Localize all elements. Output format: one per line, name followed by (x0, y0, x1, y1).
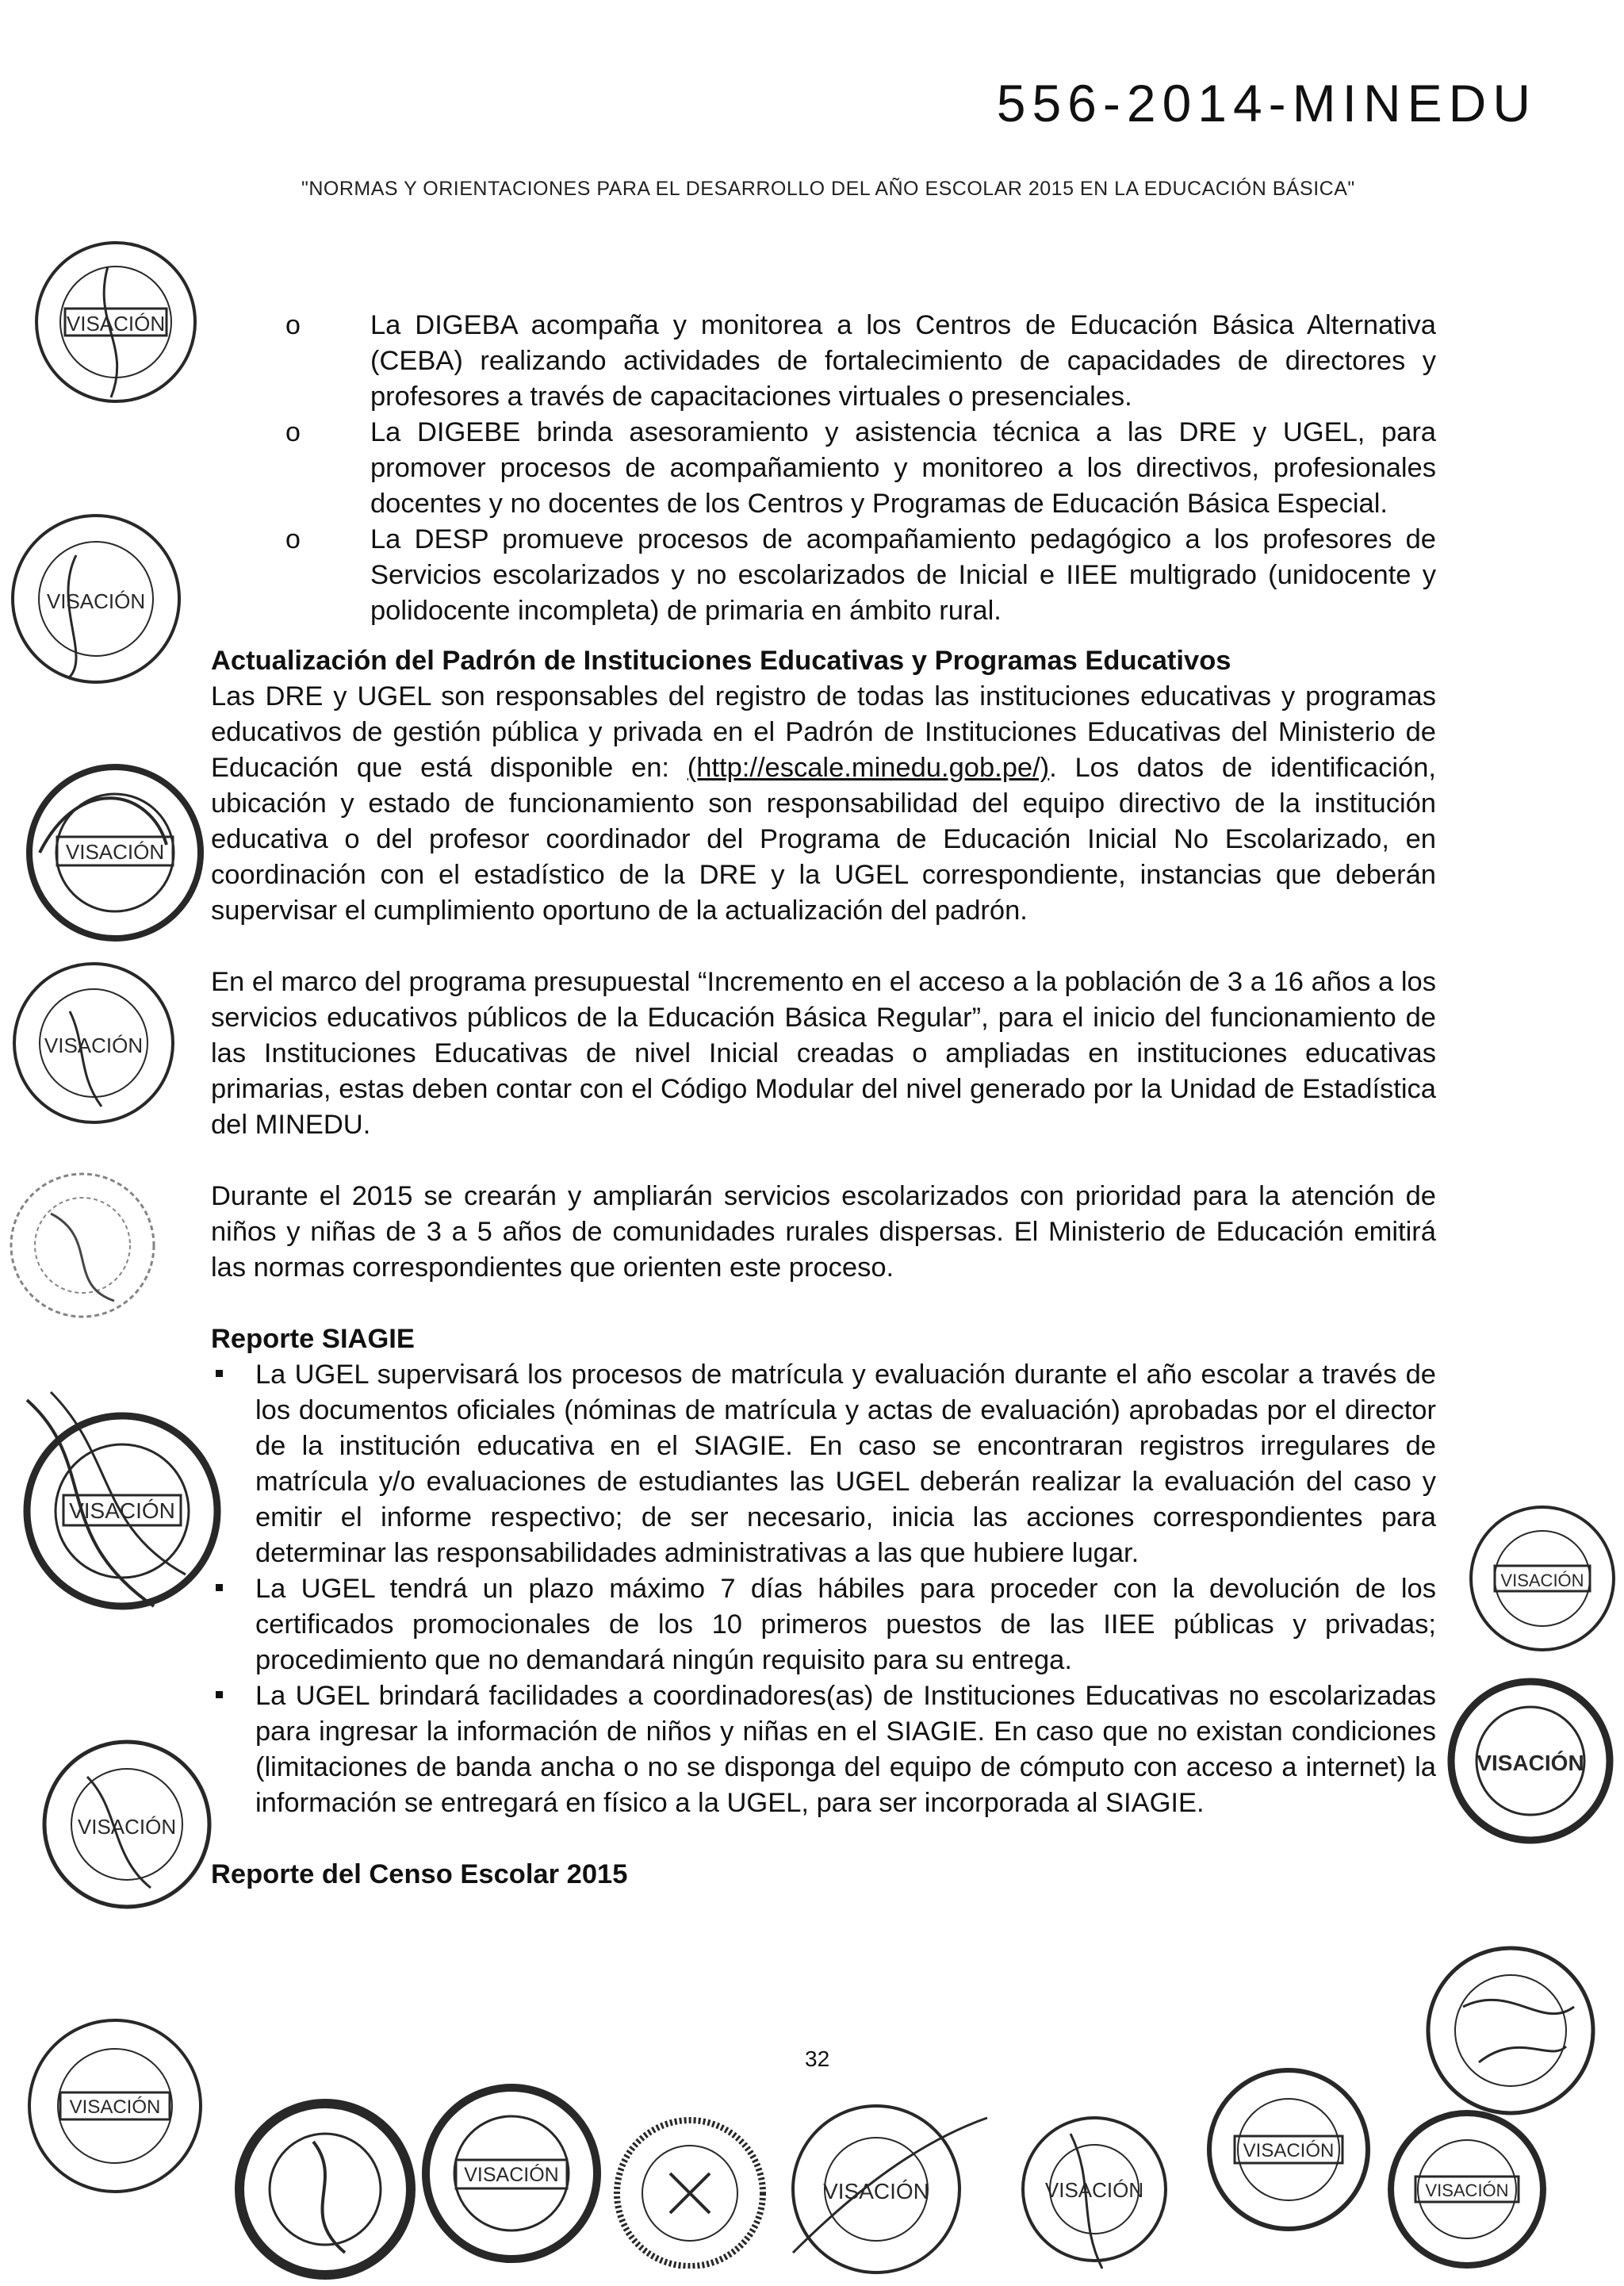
stamp-seal (16, 2007, 214, 2205)
stamp-text: VISACIÓN (44, 1034, 144, 1057)
siagie-list (211, 1357, 1436, 1821)
stamp-text: VISACIÓN (69, 2096, 161, 2118)
stamp-seal (607, 2110, 773, 2269)
stamp-seal (6, 956, 181, 1130)
document-body (211, 308, 1436, 1893)
stamp-seal (416, 2074, 607, 2273)
stamp-seal (8, 758, 222, 948)
list-item: La UGEL supervisará los procesos de matrícula y evaluación durante el año escolar a través de los documentos oficiales (nóminas de matrícula y actas de evaluación) aprobadas por el director de la institución educativa en el SIAGIE. En caso se encontraran registros irregulares de matrícula y/o evaluaciones de estudiantes las UGEL deberán realizar la evaluación del caso y emitir el informe respectivo; de ser necesario, inicia las acciones correspondientes para determinar las responsabilidades administrativas a las que hubiere lugar. (255, 1357, 1436, 1571)
stamp-seal (1015, 2102, 1174, 2276)
section-heading-censo: Reporte del Censo Escolar 2015 (211, 1859, 628, 1889)
stamp-text: VISACIÓN (1500, 1571, 1584, 1590)
section-heading-siagie: Reporte SIAGIE (211, 1324, 415, 1354)
paragraph: En el marco del programa presupuestal “Incremento en el acceso a la población de 3 a 16 años a los servicios educativos públicos de la Educación Básica Regular”, para el inicio del funcionamiento de las Instituciones Educativas de nivel Inicial creadas o ampliadas en instituciones educativas primarias, estas deben contar con el Código Modular del nivel generado por la Unidad de Estadística del MINEDU. (211, 967, 1436, 1140)
stamp-seal (1415, 1935, 1606, 2126)
stamp-text: VISACIÓN (66, 312, 166, 336)
escale-link[interactable]: (http://escale.minedu.gob.pe/) (687, 753, 1050, 783)
paragraph: Durante el 2015 se crearán y ampliarán servicios escolarizados con prioridad para la atención de niños y niñas de 3 a 5 años de comunidades rurales dispersas. El Ministerio de Educación emitirá las normas correspondientes que orienten este proceso. (211, 1181, 1436, 1283)
list-item: o La DIGEBE brinda asesoramiento y asistencia técnica a las DRE y UGEL, para promover procesos de acompañamiento y monitoreo a los directivos, profesionales docentes y no docentes de los Centros y Programas de Educación Básica Especial. (370, 415, 1436, 522)
stamp-seal (5, 508, 187, 690)
list-item: La UGEL brindará facilidades a coordinadores(as) de Instituciones Educativas no escolarizadas para ingresar la información de niños y niñas en el SIAGIE. En caso que no existan condiciones (limitaciones de banda ancha o no se disponga del equipo de cómputo con acceso a internet) la información se entregará en físico a la UGEL, para ser incorporada al SIAGIE. (255, 1678, 1436, 1821)
stamp-seal (3, 1368, 241, 1630)
paragraph-text: . Los datos de identificación, ubicación y estado de funcionamiento son responsabilidad del equipo directivo de la institución educativa o del profesor coordinador del Programa de Educación Inicial No Escolarizado, en coordinación con el estadístico de la DRE y la UGEL correspondiente, instancias que deberán supervisar el cumplimiento oportuno de la actualización del padrón. (211, 753, 1436, 926)
running-title: "NORMAS Y ORIENTACIONES PARA EL DESARROLLO DEL AÑO ESCOLAR 2015 EN LA EDUCACIÓN BÁSICA" (301, 178, 1355, 200)
stamp-seal (226, 2094, 424, 2284)
stamp-text: VISACIÓN (1425, 2181, 1509, 2200)
monitoring-list (211, 308, 1436, 629)
stamp-seal (1463, 1499, 1622, 1658)
stamp-seal (32, 1729, 222, 1920)
stamp-text: VISACIÓN (464, 2164, 559, 2186)
stamp-seal (761, 2094, 991, 2284)
stamp-text: VISACIÓN (823, 2179, 929, 2204)
stamp-text: VISACIÓN (69, 1498, 175, 1523)
resolution-number: 556-2014-MINEDU (996, 74, 1537, 132)
stamp-text: VISACIÓN (1243, 2140, 1335, 2161)
paragraph-text: Las DRE y UGEL son responsables del registro de todas las instituciones educativas y programas educativos de gestión pública y privada en el Padrón de Instituciones Educativas del Ministerio de Educación que está disponible en: (211, 681, 1436, 783)
paragraph (211, 679, 1436, 929)
page-number: 32 (805, 2046, 830, 2071)
stamp-seal (29, 235, 203, 409)
stamp-text: VISACIÓN (46, 589, 146, 613)
stamp-text: VISACIÓN (65, 840, 165, 864)
section-heading-padron: Actualización del Padrón de Instituciones Educativas y Programas Educativos (211, 646, 1231, 676)
list-item: La UGEL tendrá un plazo máximo 7 días hábiles para proceder con la devolución de los certificados promocionales de los 10 primeros puestos de las IIEE públicas y privadas; procedimiento que no demandará ningún requisito para su entrega. (255, 1571, 1436, 1678)
stamp-text: VISACIÓN (1044, 2178, 1144, 2202)
stamp-text: VISACIÓN (77, 1815, 177, 1839)
list-item: o La DIGEBA acompaña y monitorea a los Centros de Educación Básica Alternativa (CEBA) realizando actividades de fortalecimiento de capacidades de directores y profesores a través de capacitaciones virtuales o presenciales. (370, 308, 1436, 415)
stamp-seal (1376, 2102, 1558, 2276)
stamp-text: VISACIÓN (1477, 1751, 1584, 1775)
list-item: o La DESP promueve procesos de acompañamiento pedagógico a los profesores de Servicios escolarizados y no escolarizados de Inicial e IIEE multigrado (unidocente y polidocente incompleta) de primaria en ámbito rural. (370, 522, 1436, 629)
stamp-seal (1439, 1670, 1622, 1852)
stamp-seal (1193, 2058, 1384, 2241)
stamp-seal (3, 1166, 162, 1325)
